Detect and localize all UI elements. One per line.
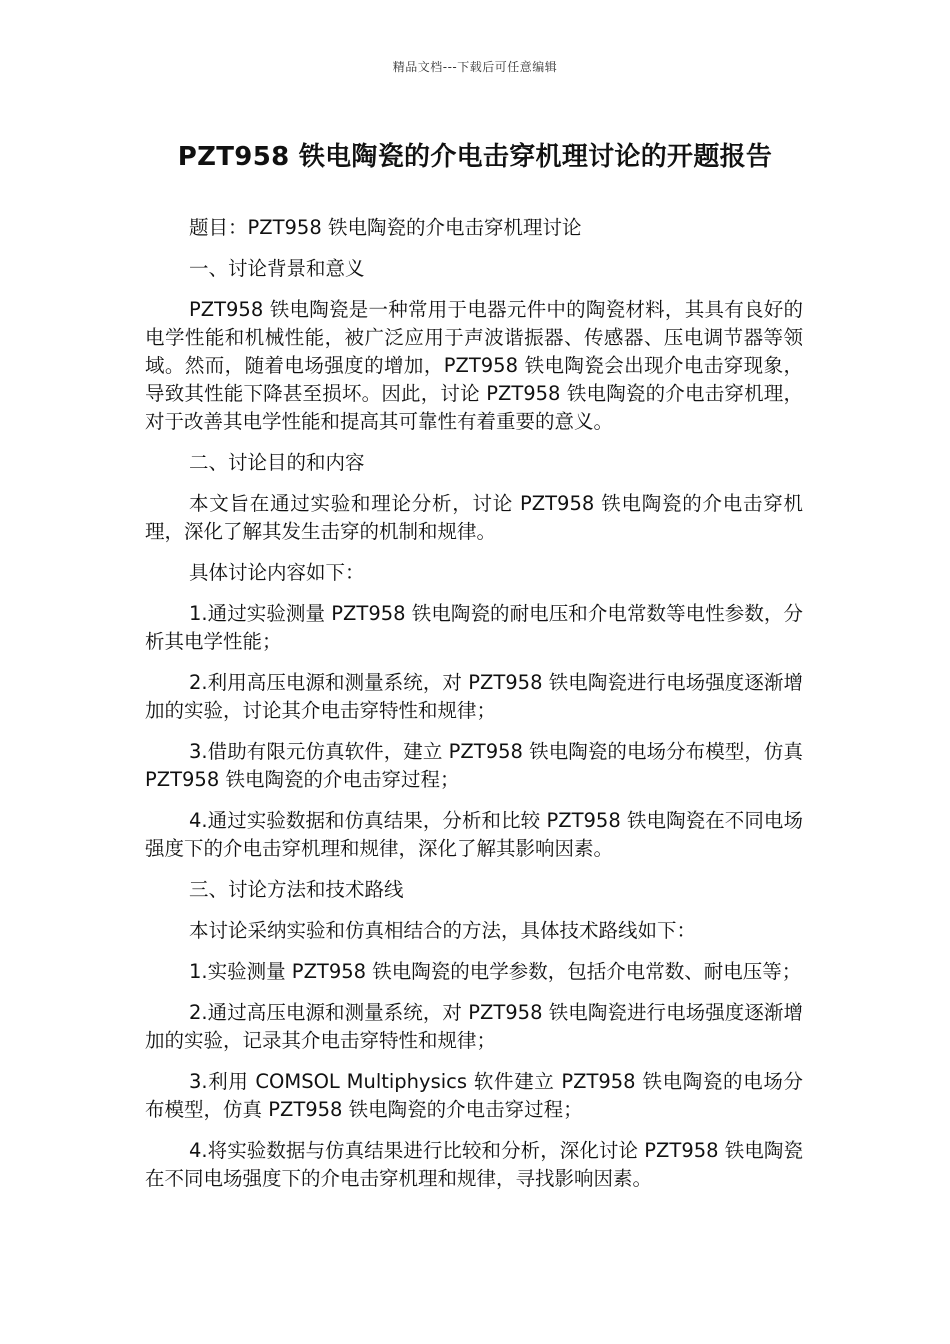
content-item-1: 1.通过实验测量 PZT958 铁电陶瓷的耐电压和介电常数等电性参数，分析其电学性能； [145,602,803,653]
background-paragraph: PZT958 铁电陶瓷是一种常用于电器元件中的陶瓷材料，其具有良好的电学性能和机械性能，被广泛应用于声波谐振器、传感器、压电调节器等领域。然而，随着电场强度的增加，PZT958 铁电陶瓷会出现介电击穿现象，导致其性能下降甚至损坏。因此，讨论 PZT958 铁电陶瓷的介电击穿机理，对于改善其电学性能和提高其可靠性有着重要的意义。 [145,298,803,433]
header-note: 精品文档---下载后可任意编辑 [392,60,558,74]
section-heading-purpose: 二、讨论目的和内容 [189,451,365,474]
section-heading-method: 三、讨论方法和技术路线 [189,878,404,901]
method-intro: 本讨论采纳实验和仿真相结合的方法，具体技术路线如下： [189,919,697,942]
method-item-1: 1.实验测量 PZT958 铁电陶瓷的电学参数，包括介电常数、耐电压等； [189,960,802,983]
method-item-4: 4.将实验数据与仿真结果进行比较和分析，深化讨论 PZT958 铁电陶瓷在不同电场强度下的介电击穿机理和规律，寻找影响因素。 [145,1139,803,1190]
method-item-3: 3.利用 COMSOL Multiphysics 软件建立 PZT958 铁电陶瓷的电场分布模型，仿真 PZT958 铁电陶瓷的介电击穿过程； [145,1070,803,1121]
section-heading-background: 一、讨论背景和意义 [189,257,365,280]
document-title: PZT958 铁电陶瓷的介电击穿机理讨论的开题报告 [177,142,773,172]
content-item-4: 4.通过实验数据和仿真结果，分析和比较 PZT958 铁电陶瓷在不同电场强度下的介电击穿机理和规律，深化了解其影响因素。 [145,809,803,860]
purpose-paragraph: 本文旨在通过实验和理论分析，讨论 PZT958 铁电陶瓷的介电击穿机理，深化了解其发生击穿的机制和规律。 [145,492,803,543]
content-intro: 具体讨论内容如下： [189,561,365,584]
topic-line: 题目：PZT958 铁电陶瓷的介电击穿机理讨论 [189,216,582,239]
method-item-2: 2.通过高压电源和测量系统，对 PZT958 铁电陶瓷进行电场强度逐渐增加的实验，记录其介电击穿特性和规律； [145,1001,803,1052]
document-body [145,214,803,1206]
content-item-3: 3.借助有限元仿真软件，建立 PZT958 铁电陶瓷的电场分布模型，仿真 PZT958 铁电陶瓷的介电击穿过程； [145,740,803,791]
content-item-2: 2.利用高压电源和测量系统，对 PZT958 铁电陶瓷进行电场强度逐渐增加的实验，讨论其介电击穿特性和规律； [145,671,803,722]
